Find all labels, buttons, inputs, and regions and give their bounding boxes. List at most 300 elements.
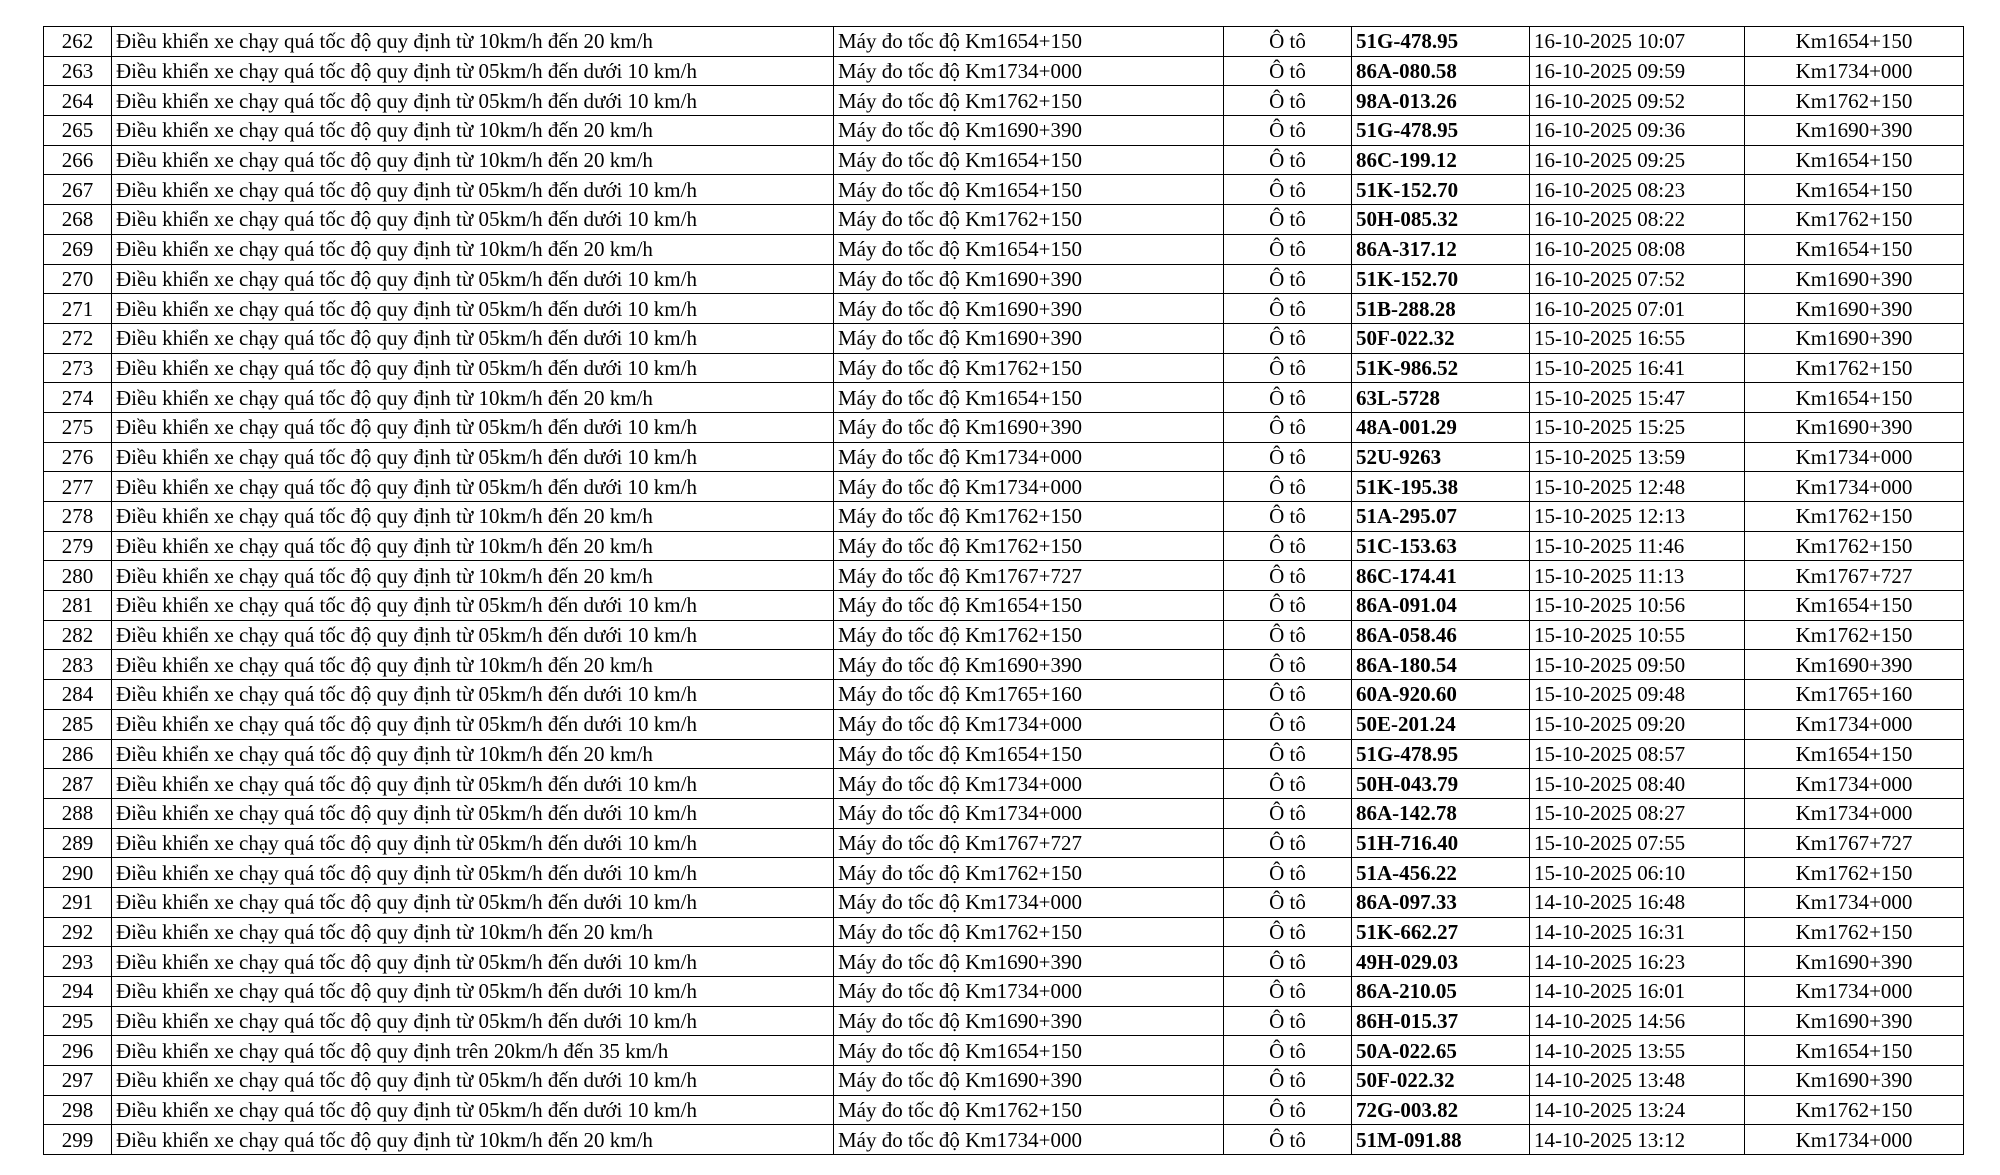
violation-cell: Điều khiển xe chạy quá tốc độ quy định từ 05km/h đến dưới 10 km/h (112, 472, 834, 502)
stt-cell: 275 (44, 412, 112, 442)
violation-cell: Điều khiển xe chạy quá tốc độ quy định từ 05km/h đến dưới 10 km/h (112, 205, 834, 235)
vehicle-type-cell: Ô tô (1224, 947, 1352, 977)
plate-cell: 51A-295.07 (1352, 502, 1530, 532)
table-row (44, 294, 1964, 324)
location-cell: Km1654+150 (1745, 145, 1964, 175)
vehicle-type-cell: Ô tô (1224, 591, 1352, 621)
table-row (44, 264, 1964, 294)
device-cell: Máy đo tốc độ Km1654+150 (834, 1036, 1224, 1066)
time-cell: 14-10-2025 13:12 (1530, 1125, 1745, 1155)
table-row (44, 531, 1964, 561)
violation-cell: Điều khiển xe chạy quá tốc độ quy định từ 05km/h đến dưới 10 km/h (112, 264, 834, 294)
table-row (44, 383, 1964, 413)
plate-cell: 86A-210.05 (1352, 977, 1530, 1007)
vehicle-type-cell: Ô tô (1224, 323, 1352, 353)
table-row (44, 680, 1964, 710)
device-cell: Máy đo tốc độ Km1734+000 (834, 769, 1224, 799)
vehicle-type-cell: Ô tô (1224, 264, 1352, 294)
device-cell: Máy đo tốc độ Km1654+150 (834, 27, 1224, 57)
vehicle-type-cell: Ô tô (1224, 680, 1352, 710)
vehicle-type-cell: Ô tô (1224, 86, 1352, 116)
violation-cell: Điều khiển xe chạy quá tốc độ quy định từ 10km/h đến 20 km/h (112, 234, 834, 264)
violation-cell: Điều khiển xe chạy quá tốc độ quy định từ 05km/h đến dưới 10 km/h (112, 412, 834, 442)
vehicle-type-cell: Ô tô (1224, 858, 1352, 888)
device-cell: Máy đo tốc độ Km1734+000 (834, 1125, 1224, 1155)
table-row (44, 27, 1964, 57)
vehicle-type-cell: Ô tô (1224, 650, 1352, 680)
plate-cell: 50A-022.65 (1352, 1036, 1530, 1066)
vehicle-type-cell: Ô tô (1224, 502, 1352, 532)
time-cell: 15-10-2025 09:20 (1530, 709, 1745, 739)
device-cell: Máy đo tốc độ Km1690+390 (834, 1066, 1224, 1096)
vehicle-type-cell: Ô tô (1224, 205, 1352, 235)
stt-cell: 269 (44, 234, 112, 264)
location-cell: Km1765+160 (1745, 680, 1964, 710)
time-cell: 15-10-2025 09:48 (1530, 680, 1745, 710)
device-cell: Máy đo tốc độ Km1762+150 (834, 531, 1224, 561)
location-cell: Km1690+390 (1745, 294, 1964, 324)
location-cell: Km1734+000 (1745, 709, 1964, 739)
device-cell: Máy đo tốc độ Km1734+000 (834, 798, 1224, 828)
violation-cell: Điều khiển xe chạy quá tốc độ quy định từ 05km/h đến dưới 10 km/h (112, 620, 834, 650)
vehicle-type-cell: Ô tô (1224, 561, 1352, 591)
vehicle-type-cell: Ô tô (1224, 175, 1352, 205)
table-row (44, 234, 1964, 264)
time-cell: 14-10-2025 16:23 (1530, 947, 1745, 977)
table-row (44, 175, 1964, 205)
vehicle-type-cell: Ô tô (1224, 917, 1352, 947)
plate-cell: 51K-986.52 (1352, 353, 1530, 383)
plate-cell: 86A-080.58 (1352, 56, 1530, 86)
location-cell: Km1734+000 (1745, 887, 1964, 917)
table-row (44, 1066, 1964, 1096)
location-cell: Km1762+150 (1745, 502, 1964, 532)
location-cell: Km1690+390 (1745, 1066, 1964, 1096)
vehicle-type-cell: Ô tô (1224, 739, 1352, 769)
plate-cell: 49H-029.03 (1352, 947, 1530, 977)
time-cell: 15-10-2025 06:10 (1530, 858, 1745, 888)
vehicle-type-cell: Ô tô (1224, 709, 1352, 739)
table-row (44, 472, 1964, 502)
table-row (44, 798, 1964, 828)
plate-cell: 50H-043.79 (1352, 769, 1530, 799)
table-row (44, 887, 1964, 917)
stt-cell: 279 (44, 531, 112, 561)
stt-cell: 268 (44, 205, 112, 235)
location-cell: Km1690+390 (1745, 116, 1964, 146)
stt-cell: 270 (44, 264, 112, 294)
stt-cell: 284 (44, 680, 112, 710)
device-cell: Máy đo tốc độ Km1690+390 (834, 1006, 1224, 1036)
time-cell: 15-10-2025 12:13 (1530, 502, 1745, 532)
plate-cell: 60A-920.60 (1352, 680, 1530, 710)
location-cell: Km1734+000 (1745, 798, 1964, 828)
stt-cell: 264 (44, 86, 112, 116)
plate-cell: 50F-022.32 (1352, 323, 1530, 353)
device-cell: Máy đo tốc độ Km1762+150 (834, 858, 1224, 888)
table-row (44, 709, 1964, 739)
location-cell: Km1654+150 (1745, 383, 1964, 413)
violation-cell: Điều khiển xe chạy quá tốc độ quy định từ 10km/h đến 20 km/h (112, 739, 834, 769)
vehicle-type-cell: Ô tô (1224, 1125, 1352, 1155)
table-row (44, 620, 1964, 650)
time-cell: 15-10-2025 13:59 (1530, 442, 1745, 472)
plate-cell: 86A-317.12 (1352, 234, 1530, 264)
vehicle-type-cell: Ô tô (1224, 620, 1352, 650)
location-cell: Km1654+150 (1745, 175, 1964, 205)
vehicle-type-cell: Ô tô (1224, 294, 1352, 324)
time-cell: 15-10-2025 11:46 (1530, 531, 1745, 561)
table-row (44, 1125, 1964, 1155)
location-cell: Km1762+150 (1745, 917, 1964, 947)
stt-cell: 291 (44, 887, 112, 917)
device-cell: Máy đo tốc độ Km1654+150 (834, 145, 1224, 175)
location-cell: Km1767+727 (1745, 828, 1964, 858)
violation-cell: Điều khiển xe chạy quá tốc độ quy định từ 05km/h đến dưới 10 km/h (112, 769, 834, 799)
vehicle-type-cell: Ô tô (1224, 116, 1352, 146)
table-row (44, 412, 1964, 442)
violation-cell: Điều khiển xe chạy quá tốc độ quy định từ 05km/h đến dưới 10 km/h (112, 56, 834, 86)
location-cell: Km1690+390 (1745, 264, 1964, 294)
device-cell: Máy đo tốc độ Km1734+000 (834, 442, 1224, 472)
vehicle-type-cell: Ô tô (1224, 828, 1352, 858)
stt-cell: 272 (44, 323, 112, 353)
device-cell: Máy đo tốc độ Km1734+000 (834, 887, 1224, 917)
time-cell: 16-10-2025 09:25 (1530, 145, 1745, 175)
vehicle-type-cell: Ô tô (1224, 472, 1352, 502)
location-cell: Km1654+150 (1745, 739, 1964, 769)
time-cell: 14-10-2025 13:24 (1530, 1095, 1745, 1125)
time-cell: 16-10-2025 09:52 (1530, 86, 1745, 116)
time-cell: 15-10-2025 08:27 (1530, 798, 1745, 828)
violation-cell: Điều khiển xe chạy quá tốc độ quy định từ 10km/h đến 20 km/h (112, 917, 834, 947)
stt-cell: 280 (44, 561, 112, 591)
vehicle-type-cell: Ô tô (1224, 412, 1352, 442)
vehicle-type-cell: Ô tô (1224, 353, 1352, 383)
table-row (44, 323, 1964, 353)
violation-cell: Điều khiển xe chạy quá tốc độ quy định trên 20km/h đến 35 km/h (112, 1036, 834, 1066)
violation-cell: Điều khiển xe chạy quá tốc độ quy định từ 10km/h đến 20 km/h (112, 27, 834, 57)
table-row (44, 56, 1964, 86)
location-cell: Km1762+150 (1745, 1095, 1964, 1125)
vehicle-type-cell: Ô tô (1224, 887, 1352, 917)
table-row (44, 502, 1964, 532)
table-row (44, 947, 1964, 977)
plate-cell: 51H-716.40 (1352, 828, 1530, 858)
device-cell: Máy đo tốc độ Km1690+390 (834, 412, 1224, 442)
device-cell: Máy đo tốc độ Km1654+150 (834, 739, 1224, 769)
time-cell: 16-10-2025 08:22 (1530, 205, 1745, 235)
stt-cell: 295 (44, 1006, 112, 1036)
table-row (44, 828, 1964, 858)
violation-cell: Điều khiển xe chạy quá tốc độ quy định từ 05km/h đến dưới 10 km/h (112, 591, 834, 621)
location-cell: Km1690+390 (1745, 412, 1964, 442)
location-cell: Km1654+150 (1745, 1036, 1964, 1066)
stt-cell: 283 (44, 650, 112, 680)
vehicle-type-cell: Ô tô (1224, 798, 1352, 828)
vehicle-type-cell: Ô tô (1224, 1006, 1352, 1036)
time-cell: 15-10-2025 12:48 (1530, 472, 1745, 502)
stt-cell: 262 (44, 27, 112, 57)
violation-cell: Điều khiển xe chạy quá tốc độ quy định từ 05km/h đến dưới 10 km/h (112, 353, 834, 383)
stt-cell: 285 (44, 709, 112, 739)
device-cell: Máy đo tốc độ Km1690+390 (834, 323, 1224, 353)
violation-cell: Điều khiển xe chạy quá tốc độ quy định từ 05km/h đến dưới 10 km/h (112, 858, 834, 888)
location-cell: Km1654+150 (1745, 27, 1964, 57)
vehicle-type-cell: Ô tô (1224, 1036, 1352, 1066)
vehicle-type-cell: Ô tô (1224, 442, 1352, 472)
location-cell: Km1690+390 (1745, 650, 1964, 680)
location-cell: Km1734+000 (1745, 977, 1964, 1007)
device-cell: Máy đo tốc độ Km1734+000 (834, 472, 1224, 502)
stt-cell: 281 (44, 591, 112, 621)
time-cell: 15-10-2025 15:47 (1530, 383, 1745, 413)
violations-table (43, 26, 1964, 1155)
device-cell: Máy đo tốc độ Km1690+390 (834, 294, 1224, 324)
plate-cell: 63L-5728 (1352, 383, 1530, 413)
violation-cell: Điều khiển xe chạy quá tốc độ quy định từ 05km/h đến dưới 10 km/h (112, 323, 834, 353)
location-cell: Km1734+000 (1745, 472, 1964, 502)
violation-cell: Điều khiển xe chạy quá tốc độ quy định từ 05km/h đến dưới 10 km/h (112, 294, 834, 324)
stt-cell: 263 (44, 56, 112, 86)
time-cell: 15-10-2025 10:55 (1530, 620, 1745, 650)
violation-cell: Điều khiển xe chạy quá tốc độ quy định từ 05km/h đến dưới 10 km/h (112, 86, 834, 116)
stt-cell: 266 (44, 145, 112, 175)
plate-cell: 51G-478.95 (1352, 116, 1530, 146)
time-cell: 16-10-2025 07:01 (1530, 294, 1745, 324)
violation-cell: Điều khiển xe chạy quá tốc độ quy định từ 10km/h đến 20 km/h (112, 145, 834, 175)
time-cell: 15-10-2025 08:57 (1530, 739, 1745, 769)
stt-cell: 290 (44, 858, 112, 888)
device-cell: Máy đo tốc độ Km1762+150 (834, 1095, 1224, 1125)
stt-cell: 287 (44, 769, 112, 799)
time-cell: 15-10-2025 16:55 (1530, 323, 1745, 353)
table-row (44, 739, 1964, 769)
vehicle-type-cell: Ô tô (1224, 769, 1352, 799)
location-cell: Km1690+390 (1745, 323, 1964, 353)
plate-cell: 98A-013.26 (1352, 86, 1530, 116)
device-cell: Máy đo tốc độ Km1734+000 (834, 977, 1224, 1007)
time-cell: 14-10-2025 13:55 (1530, 1036, 1745, 1066)
stt-cell: 265 (44, 116, 112, 146)
table-body (44, 27, 1964, 1155)
time-cell: 15-10-2025 11:13 (1530, 561, 1745, 591)
device-cell: Máy đo tốc độ Km1762+150 (834, 917, 1224, 947)
violation-cell: Điều khiển xe chạy quá tốc độ quy định từ 05km/h đến dưới 10 km/h (112, 709, 834, 739)
plate-cell: 51G-478.95 (1352, 739, 1530, 769)
stt-cell: 289 (44, 828, 112, 858)
violation-cell: Điều khiển xe chạy quá tốc độ quy định từ 05km/h đến dưới 10 km/h (112, 680, 834, 710)
plate-cell: 51B-288.28 (1352, 294, 1530, 324)
time-cell: 14-10-2025 16:31 (1530, 917, 1745, 947)
stt-cell: 292 (44, 917, 112, 947)
table-row (44, 145, 1964, 175)
time-cell: 16-10-2025 09:36 (1530, 116, 1745, 146)
plate-cell: 86A-097.33 (1352, 887, 1530, 917)
plate-cell: 51G-478.95 (1352, 27, 1530, 57)
vehicle-type-cell: Ô tô (1224, 1095, 1352, 1125)
table-row (44, 1095, 1964, 1125)
vehicle-type-cell: Ô tô (1224, 383, 1352, 413)
vehicle-type-cell: Ô tô (1224, 1066, 1352, 1096)
table-row (44, 442, 1964, 472)
plate-cell: 51A-456.22 (1352, 858, 1530, 888)
time-cell: 16-10-2025 08:08 (1530, 234, 1745, 264)
violation-cell: Điều khiển xe chạy quá tốc độ quy định từ 05km/h đến dưới 10 km/h (112, 442, 834, 472)
time-cell: 14-10-2025 13:48 (1530, 1066, 1745, 1096)
violation-cell: Điều khiển xe chạy quá tốc độ quy định từ 05km/h đến dưới 10 km/h (112, 1066, 834, 1096)
device-cell: Máy đo tốc độ Km1762+150 (834, 205, 1224, 235)
device-cell: Máy đo tốc độ Km1654+150 (834, 175, 1224, 205)
device-cell: Máy đo tốc độ Km1654+150 (834, 591, 1224, 621)
table-row (44, 977, 1964, 1007)
location-cell: Km1734+000 (1745, 56, 1964, 86)
table-row (44, 205, 1964, 235)
device-cell: Máy đo tốc độ Km1690+390 (834, 116, 1224, 146)
time-cell: 15-10-2025 08:40 (1530, 769, 1745, 799)
plate-cell: 50E-201.24 (1352, 709, 1530, 739)
plate-cell: 51K-195.38 (1352, 472, 1530, 502)
device-cell: Máy đo tốc độ Km1690+390 (834, 650, 1224, 680)
stt-cell: 297 (44, 1066, 112, 1096)
table-row (44, 353, 1964, 383)
violation-cell: Điều khiển xe chạy quá tốc độ quy định từ 05km/h đến dưới 10 km/h (112, 887, 834, 917)
device-cell: Máy đo tốc độ Km1690+390 (834, 947, 1224, 977)
time-cell: 15-10-2025 15:25 (1530, 412, 1745, 442)
device-cell: Máy đo tốc độ Km1762+150 (834, 620, 1224, 650)
violation-cell: Điều khiển xe chạy quá tốc độ quy định từ 05km/h đến dưới 10 km/h (112, 1006, 834, 1036)
table-row (44, 591, 1964, 621)
table-row (44, 858, 1964, 888)
stt-cell: 278 (44, 502, 112, 532)
vehicle-type-cell: Ô tô (1224, 27, 1352, 57)
plate-cell: 86C-199.12 (1352, 145, 1530, 175)
time-cell: 14-10-2025 14:56 (1530, 1006, 1745, 1036)
location-cell: Km1762+150 (1745, 205, 1964, 235)
time-cell: 14-10-2025 16:48 (1530, 887, 1745, 917)
time-cell: 16-10-2025 07:52 (1530, 264, 1745, 294)
plate-cell: 50F-022.32 (1352, 1066, 1530, 1096)
device-cell: Máy đo tốc độ Km1734+000 (834, 709, 1224, 739)
violation-cell: Điều khiển xe chạy quá tốc độ quy định từ 10km/h đến 20 km/h (112, 1125, 834, 1155)
time-cell: 15-10-2025 10:56 (1530, 591, 1745, 621)
vehicle-type-cell: Ô tô (1224, 531, 1352, 561)
plate-cell: 86A-180.54 (1352, 650, 1530, 680)
device-cell: Máy đo tốc độ Km1690+390 (834, 264, 1224, 294)
plate-cell: 51K-152.70 (1352, 264, 1530, 294)
device-cell: Máy đo tốc độ Km1654+150 (834, 234, 1224, 264)
violation-cell: Điều khiển xe chạy quá tốc độ quy định từ 05km/h đến dưới 10 km/h (112, 798, 834, 828)
stt-cell: 288 (44, 798, 112, 828)
time-cell: 14-10-2025 16:01 (1530, 977, 1745, 1007)
location-cell: Km1654+150 (1745, 591, 1964, 621)
location-cell: Km1762+150 (1745, 858, 1964, 888)
table-row (44, 116, 1964, 146)
stt-cell: 276 (44, 442, 112, 472)
plate-cell: 72G-003.82 (1352, 1095, 1530, 1125)
violation-cell: Điều khiển xe chạy quá tốc độ quy định từ 10km/h đến 20 km/h (112, 502, 834, 532)
violation-cell: Điều khiển xe chạy quá tốc độ quy định từ 10km/h đến 20 km/h (112, 383, 834, 413)
vehicle-type-cell: Ô tô (1224, 145, 1352, 175)
plate-cell: 51M-091.88 (1352, 1125, 1530, 1155)
time-cell: 15-10-2025 07:55 (1530, 828, 1745, 858)
plate-cell: 52U-9263 (1352, 442, 1530, 472)
vehicle-type-cell: Ô tô (1224, 234, 1352, 264)
time-cell: 16-10-2025 09:59 (1530, 56, 1745, 86)
device-cell: Máy đo tốc độ Km1734+000 (834, 56, 1224, 86)
plate-cell: 50H-085.32 (1352, 205, 1530, 235)
violation-cell: Điều khiển xe chạy quá tốc độ quy định từ 10km/h đến 20 km/h (112, 116, 834, 146)
table-row (44, 769, 1964, 799)
location-cell: Km1762+150 (1745, 620, 1964, 650)
time-cell: 16-10-2025 08:23 (1530, 175, 1745, 205)
plate-cell: 51K-662.27 (1352, 917, 1530, 947)
plate-cell: 51C-153.63 (1352, 531, 1530, 561)
table-row (44, 561, 1964, 591)
plate-cell: 86A-091.04 (1352, 591, 1530, 621)
table-row (44, 1036, 1964, 1066)
violation-cell: Điều khiển xe chạy quá tốc độ quy định từ 05km/h đến dưới 10 km/h (112, 1095, 834, 1125)
location-cell: Km1734+000 (1745, 769, 1964, 799)
location-cell: Km1762+150 (1745, 353, 1964, 383)
stt-cell: 267 (44, 175, 112, 205)
location-cell: Km1690+390 (1745, 1006, 1964, 1036)
stt-cell: 293 (44, 947, 112, 977)
device-cell: Máy đo tốc độ Km1767+727 (834, 828, 1224, 858)
violation-cell: Điều khiển xe chạy quá tốc độ quy định từ 05km/h đến dưới 10 km/h (112, 828, 834, 858)
location-cell: Km1734+000 (1745, 1125, 1964, 1155)
stt-cell: 294 (44, 977, 112, 1007)
device-cell: Máy đo tốc độ Km1762+150 (834, 353, 1224, 383)
device-cell: Máy đo tốc độ Km1654+150 (834, 383, 1224, 413)
table-row (44, 917, 1964, 947)
plate-cell: 86H-015.37 (1352, 1006, 1530, 1036)
plate-cell: 86C-174.41 (1352, 561, 1530, 591)
stt-cell: 274 (44, 383, 112, 413)
stt-cell: 299 (44, 1125, 112, 1155)
vehicle-type-cell: Ô tô (1224, 977, 1352, 1007)
location-cell: Km1690+390 (1745, 947, 1964, 977)
table-row (44, 86, 1964, 116)
plate-cell: 86A-058.46 (1352, 620, 1530, 650)
time-cell: 16-10-2025 10:07 (1530, 27, 1745, 57)
vehicle-type-cell: Ô tô (1224, 56, 1352, 86)
time-cell: 15-10-2025 09:50 (1530, 650, 1745, 680)
table-row (44, 650, 1964, 680)
stt-cell: 298 (44, 1095, 112, 1125)
device-cell: Máy đo tốc độ Km1767+727 (834, 561, 1224, 591)
device-cell: Máy đo tốc độ Km1762+150 (834, 502, 1224, 532)
plate-cell: 51K-152.70 (1352, 175, 1530, 205)
stt-cell: 271 (44, 294, 112, 324)
stt-cell: 273 (44, 353, 112, 383)
plate-cell: 48A-001.29 (1352, 412, 1530, 442)
violation-cell: Điều khiển xe chạy quá tốc độ quy định từ 05km/h đến dưới 10 km/h (112, 977, 834, 1007)
device-cell: Máy đo tốc độ Km1765+160 (834, 680, 1224, 710)
violation-cell: Điều khiển xe chạy quá tốc độ quy định từ 05km/h đến dưới 10 km/h (112, 947, 834, 977)
location-cell: Km1762+150 (1745, 531, 1964, 561)
location-cell: Km1654+150 (1745, 234, 1964, 264)
violation-cell: Điều khiển xe chạy quá tốc độ quy định từ 05km/h đến dưới 10 km/h (112, 175, 834, 205)
plate-cell: 86A-142.78 (1352, 798, 1530, 828)
time-cell: 15-10-2025 16:41 (1530, 353, 1745, 383)
violation-cell: Điều khiển xe chạy quá tốc độ quy định từ 10km/h đến 20 km/h (112, 561, 834, 591)
violation-cell: Điều khiển xe chạy quá tốc độ quy định từ 10km/h đến 20 km/h (112, 650, 834, 680)
device-cell: Máy đo tốc độ Km1762+150 (834, 86, 1224, 116)
stt-cell: 296 (44, 1036, 112, 1066)
location-cell: Km1767+727 (1745, 561, 1964, 591)
table-row (44, 1006, 1964, 1036)
